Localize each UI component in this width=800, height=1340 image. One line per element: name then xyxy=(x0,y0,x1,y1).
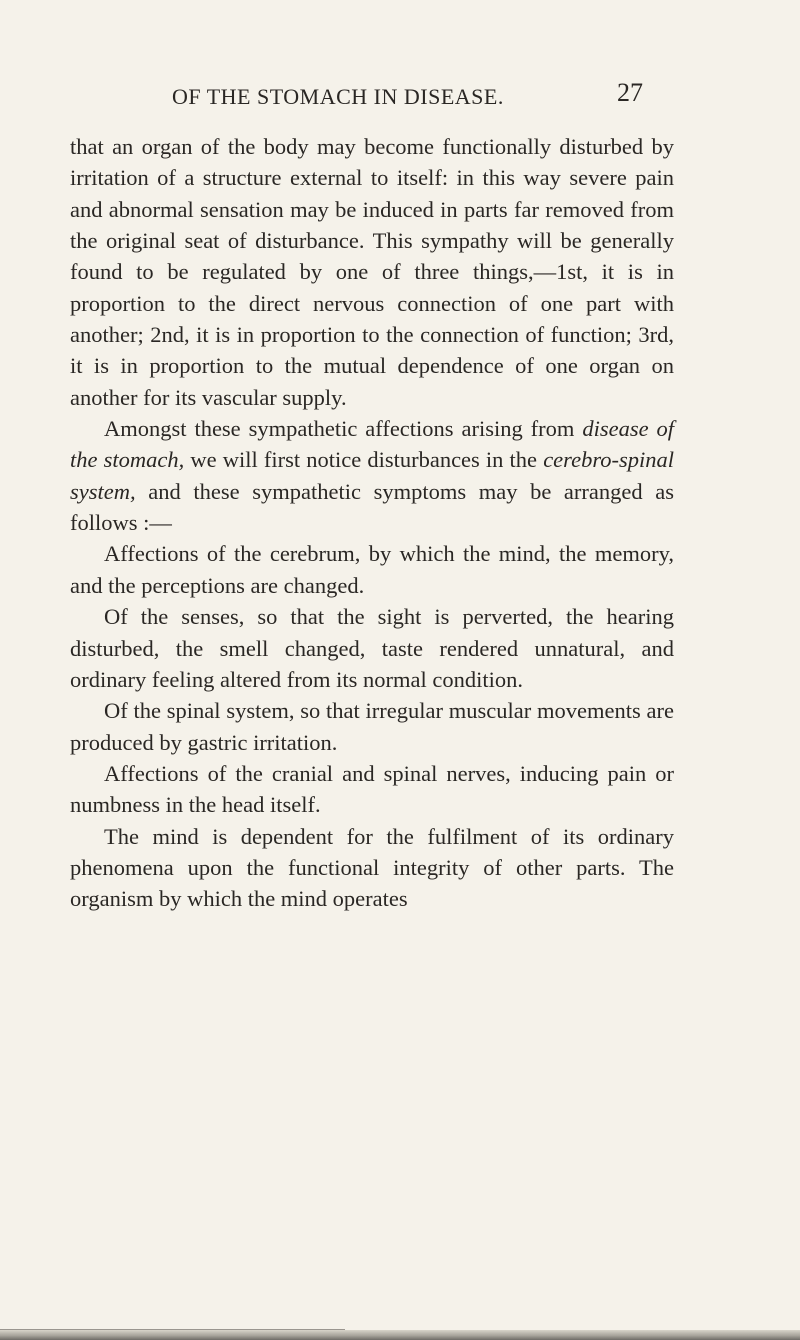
paragraph-text: we will first notice disturbances in the xyxy=(184,447,544,473)
paragraph-cerebrum: Affections of the cerebrum, by which the mind, the memory, and the perceptions are changed. xyxy=(70,541,674,598)
italic-phrase-cerebro-spinal-system: cerebro-spinal system, xyxy=(70,447,674,504)
page-number: 27 xyxy=(617,78,643,107)
paragraph-spinal-system: Of the spinal system, so that irregular muscular movements are produced by gastric irritation. xyxy=(70,698,674,755)
italic-phrase-disease-of-stomach: disease of the stomach, xyxy=(70,416,674,473)
running-head xyxy=(0,78,800,120)
body-text xyxy=(70,131,674,915)
paragraph-nerves: Affections of the cranial and spinal nerves, inducing pain or numbness in the head itself. xyxy=(70,760,674,818)
page-bottom-edge xyxy=(0,1330,800,1340)
paragraph-sympathetic-affections xyxy=(70,413,674,538)
paragraph-mind: The mind is dependent for the fulfilment of its ordinary phenomena upon the functional integrity of other parts. The organism by which the mind operates xyxy=(70,823,674,912)
paragraph-sympathy: that an organ of the body may become functionally disturbed by irritation of a structure external to itself: in this way severe pain and abnormal sensation may be induced in parts far removed from the original seat of disturbance. This sympathy will be generally found to be regulated by one of three things,—1st, it is in proportion to the direct nervous connection of one part with another; 2nd, it is in proportion to the connection of function; 3rd, it is in proportion to the mutual dependence of one organ on another for its vascular supply. xyxy=(70,134,674,410)
running-head-title: OF THE STOMACH IN DISEASE. xyxy=(172,84,504,109)
paragraph-text: Amongst these sympathetic affections arising from xyxy=(104,416,583,442)
paragraph-text: and these sympathetic symptoms may be arranged as follows :— xyxy=(70,478,674,536)
paragraph-senses: Of the senses, so that the sight is perverted, the hearing disturbed, the smell changed, taste rendered unnatural, and ordinary feeling altered from its normal condition. xyxy=(70,604,674,692)
